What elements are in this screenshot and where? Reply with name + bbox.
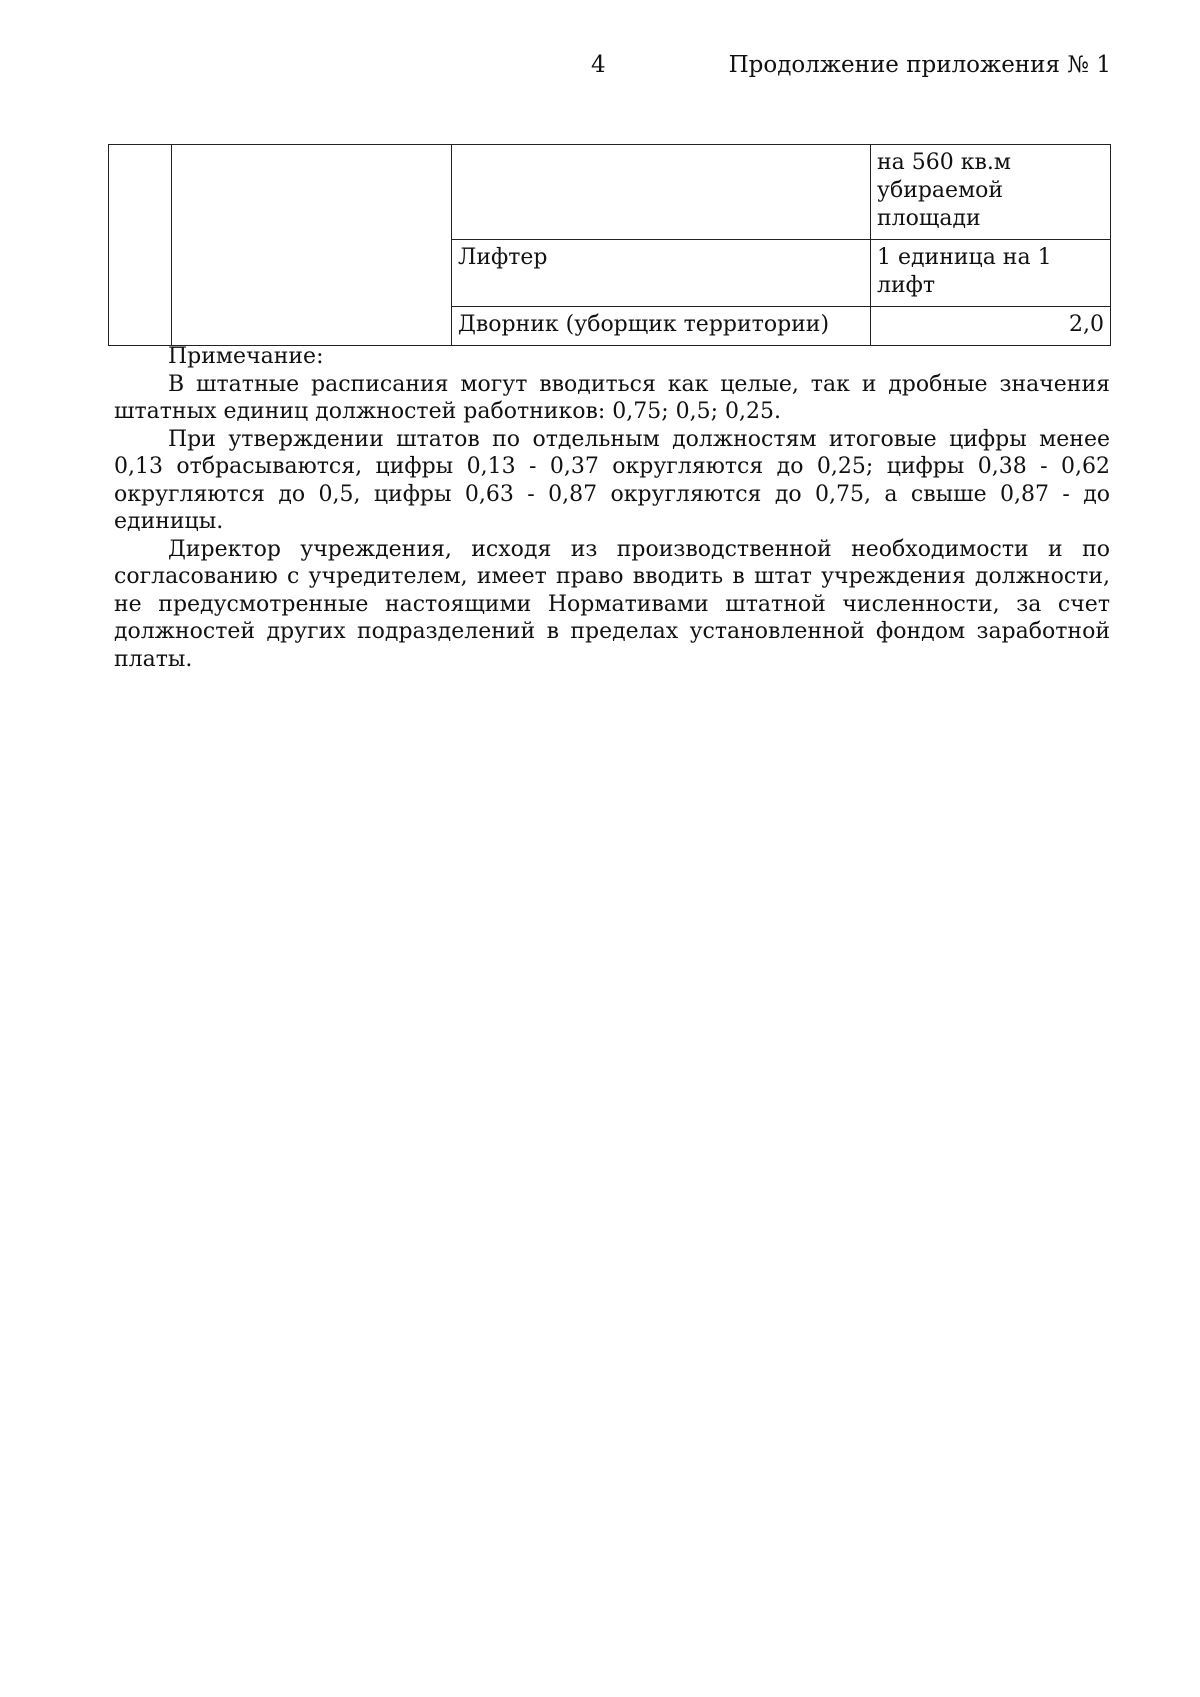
position-cell: Лифтер [452, 240, 871, 307]
page-number: 4 [591, 52, 606, 78]
note-paragraph: В штатные расписания могут вводиться как целые, так и дробные значения штатных единиц должностей работников: 0,75; 0,5; 0,25. [114, 371, 1110, 424]
department-cell [172, 145, 452, 346]
norm-cell: на 560 кв.м убираемой площади [871, 145, 1111, 240]
row-number-cell [109, 145, 172, 346]
note-paragraph: При утверждении штатов по отдельным должностям итоговые цифры менее 0,13 отбрасываются, цифры 0,13 - 0,37 округляются до 0,25; цифры 0,38 - 0,62 округляются до 0,5, цифры 0,63 - 0,87 округляются до 0,75, а свыше 0,87 - до единицы. [114, 426, 1110, 534]
page-header [0, 52, 1200, 86]
notes-section [114, 343, 1110, 673]
position-cell: Дворник (уборщик территории) [452, 307, 871, 346]
norm-cell: 1 единица на 1 лифт [871, 240, 1111, 307]
norm-cell: 2,0 [871, 307, 1111, 346]
table-row [109, 145, 1111, 240]
note-paragraph: Директор учреждения, исходя из производственной необходимости и по согласованию с учредителем, имеет право вводить в штат учреждения должности, не предусмотренные настоящими Нормативами штатной численности, за счет должностей других подразделений в пределах установленной фондом заработной платы. [114, 536, 1110, 672]
appendix-continuation-label: Продолжение приложения № 1 [728, 52, 1111, 78]
position-cell [452, 145, 871, 240]
notes-title: Примечание: [168, 344, 324, 369]
staffing-norms-table [108, 144, 1111, 346]
